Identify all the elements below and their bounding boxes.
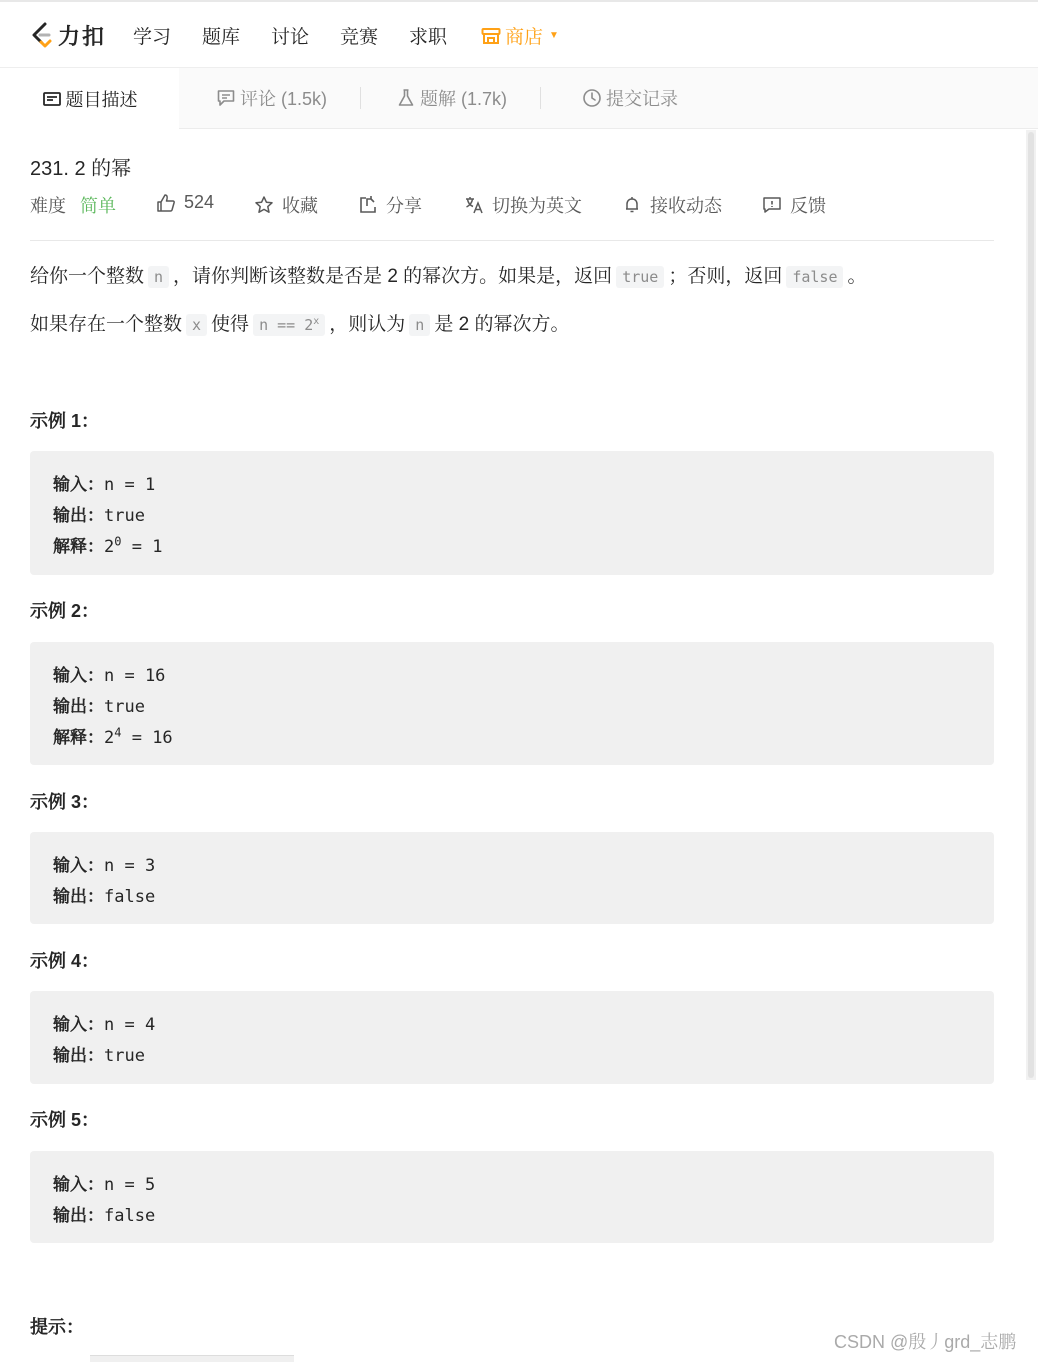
- nav-item-discuss[interactable]: 讨论: [271, 27, 310, 48]
- expression-exponent: x: [313, 316, 320, 327]
- share-icon: [358, 195, 378, 215]
- top-navbar: [0, 2, 1038, 68]
- thumbs-up-icon: [156, 193, 176, 213]
- tab-separator: [360, 87, 361, 109]
- example-input: n = 4: [104, 1015, 156, 1035]
- tab-comments[interactable]: [216, 68, 327, 128]
- nav-item-contest[interactable]: 竞赛: [340, 27, 379, 48]
- bell-icon: [622, 195, 642, 215]
- store-label: 商店: [505, 27, 544, 48]
- expression-base: n == 2: [259, 316, 314, 334]
- example-block: [30, 642, 994, 765]
- example-explain-line: [53, 532, 162, 557]
- nav-item-store[interactable]: [481, 22, 559, 49]
- tab-separator: [540, 87, 541, 109]
- output-label: 输出：: [53, 1046, 104, 1066]
- problem-title: 231. 2 的幂: [30, 158, 132, 180]
- example-output: false: [104, 1206, 156, 1226]
- explain-rest: = 1: [121, 537, 163, 557]
- example-output-line: [53, 501, 145, 526]
- divider: [30, 240, 994, 241]
- example-input: n = 5: [104, 1175, 156, 1195]
- example-output-line: [53, 1041, 145, 1066]
- tab-comments-label: 评论 (1.5k): [240, 89, 328, 109]
- tab-solutions-label: 题解 (1.7k): [420, 89, 508, 109]
- problem-meta-bar: [30, 192, 994, 218]
- description-paragraph-1: [30, 261, 867, 288]
- example-output-line: [53, 1201, 155, 1226]
- text-span: 。: [847, 266, 867, 287]
- example-input: n = 3: [104, 856, 156, 876]
- output-label: 输出：: [53, 1206, 104, 1226]
- tab-submissions-label: 提交记录: [606, 89, 678, 109]
- tab-description[interactable]: [0, 68, 179, 129]
- input-label: 输入：: [53, 475, 104, 495]
- difficulty-value: 简单: [80, 196, 116, 216]
- text-span: 使得: [211, 314, 250, 335]
- inline-code: x: [186, 314, 207, 336]
- tab-solutions[interactable]: [396, 68, 507, 128]
- input-label: 输入：: [53, 856, 104, 876]
- inline-code: n: [409, 314, 430, 336]
- example-output-line: [53, 882, 155, 907]
- example-heading: 示例 1：: [30, 411, 100, 431]
- example-block: [30, 1151, 994, 1243]
- input-label: 输入：: [53, 1175, 104, 1195]
- feedback-icon: [762, 195, 782, 215]
- tab-description-label: 题目描述: [65, 89, 138, 110]
- problem-tabs: [0, 68, 1038, 129]
- like-count: 524: [184, 192, 215, 212]
- example-output: false: [104, 887, 156, 907]
- text-span: ；否则，返回: [668, 266, 783, 287]
- description-icon: [42, 89, 62, 109]
- share-label: 分享: [386, 196, 422, 216]
- example-block: [30, 991, 994, 1084]
- example-output-line: [53, 692, 145, 717]
- hint-code-partial: [90, 1355, 294, 1362]
- like-button[interactable]: [156, 192, 214, 213]
- flask-icon: [396, 88, 416, 108]
- explain-exponent: 0: [114, 534, 122, 549]
- inline-code: true: [616, 266, 664, 288]
- inline-code: n: [148, 266, 169, 288]
- leetcode-logo[interactable]: [28, 20, 106, 50]
- feedback-button[interactable]: [762, 192, 826, 218]
- example-explain-line: [53, 723, 173, 748]
- store-icon: [481, 27, 501, 45]
- example-input-line: [53, 851, 155, 876]
- comment-icon: [216, 88, 236, 108]
- subscribe-button[interactable]: [622, 192, 722, 218]
- description-paragraph-2: [30, 309, 569, 336]
- explain-base: 2: [104, 537, 115, 557]
- example-output: true: [104, 506, 145, 526]
- example-heading: 示例 3：: [30, 792, 100, 812]
- explain-exponent: 4: [114, 725, 122, 740]
- text-span: 给你一个整数: [30, 266, 145, 287]
- text-span: 是 2 的幂次方。: [434, 314, 570, 335]
- scrollbar-thumb[interactable]: [1028, 132, 1034, 1078]
- translate-icon: [464, 195, 484, 215]
- example-input: n = 16: [104, 666, 166, 686]
- nav-item-learn[interactable]: 学习: [133, 27, 172, 48]
- example-heading: 示例 4：: [30, 951, 100, 971]
- input-label: 输入：: [53, 666, 104, 686]
- example-heading: 示例 5：: [30, 1110, 100, 1130]
- feedback-label: 反馈: [790, 196, 826, 216]
- output-label: 输出：: [53, 887, 104, 907]
- example-heading: 示例 2：: [30, 601, 100, 621]
- example-output: true: [104, 697, 145, 717]
- nav-item-jobs[interactable]: 求职: [409, 27, 448, 48]
- input-label: 输入：: [53, 1015, 104, 1035]
- chevron-down-icon: ▼: [549, 30, 559, 41]
- favorite-button[interactable]: [254, 192, 318, 218]
- example-input-line: [53, 1010, 155, 1035]
- output-label: 输出：: [53, 506, 104, 526]
- switch-language-label: 切换为英文: [492, 196, 582, 216]
- leetcode-logo-icon: [28, 21, 54, 49]
- inline-code-expression: [253, 314, 325, 336]
- csdn-watermark: CSDN @殷丿grd_志鹏: [834, 1332, 1017, 1352]
- example-input-line: [53, 470, 155, 495]
- example-block: [30, 451, 994, 575]
- nav-item-problemset[interactable]: 题库: [202, 27, 241, 48]
- text-span: ，请你判断该整数是否是 2 的幂次方。如果是，返回: [173, 266, 613, 287]
- output-label: 输出：: [53, 697, 104, 717]
- text-span: 如果存在一个整数: [30, 314, 183, 335]
- example-output: true: [104, 1046, 145, 1066]
- example-input-line: [53, 1170, 155, 1195]
- subscribe-label: 接收动态: [650, 196, 722, 216]
- text-span: ，则认为: [329, 314, 406, 335]
- difficulty-label: 难度: [30, 196, 66, 216]
- share-button[interactable]: [358, 192, 422, 218]
- explain-label: 解释：: [53, 728, 104, 748]
- explain-label: 解释：: [53, 537, 104, 557]
- logo-text: 力扣: [58, 23, 107, 49]
- difficulty: [30, 192, 116, 218]
- explain-rest: = 16: [121, 728, 173, 748]
- switch-language-button[interactable]: [464, 192, 582, 218]
- clock-icon: [582, 88, 602, 108]
- tab-submissions[interactable]: [582, 68, 678, 128]
- inline-code: false: [786, 266, 843, 288]
- example-input: n = 1: [104, 475, 156, 495]
- example-input-line: [53, 661, 165, 686]
- hint-heading: 提示：: [30, 1317, 84, 1337]
- favorite-label: 收藏: [282, 196, 318, 216]
- star-icon: [254, 195, 274, 215]
- example-block: [30, 832, 994, 924]
- explain-base: 2: [104, 728, 115, 748]
